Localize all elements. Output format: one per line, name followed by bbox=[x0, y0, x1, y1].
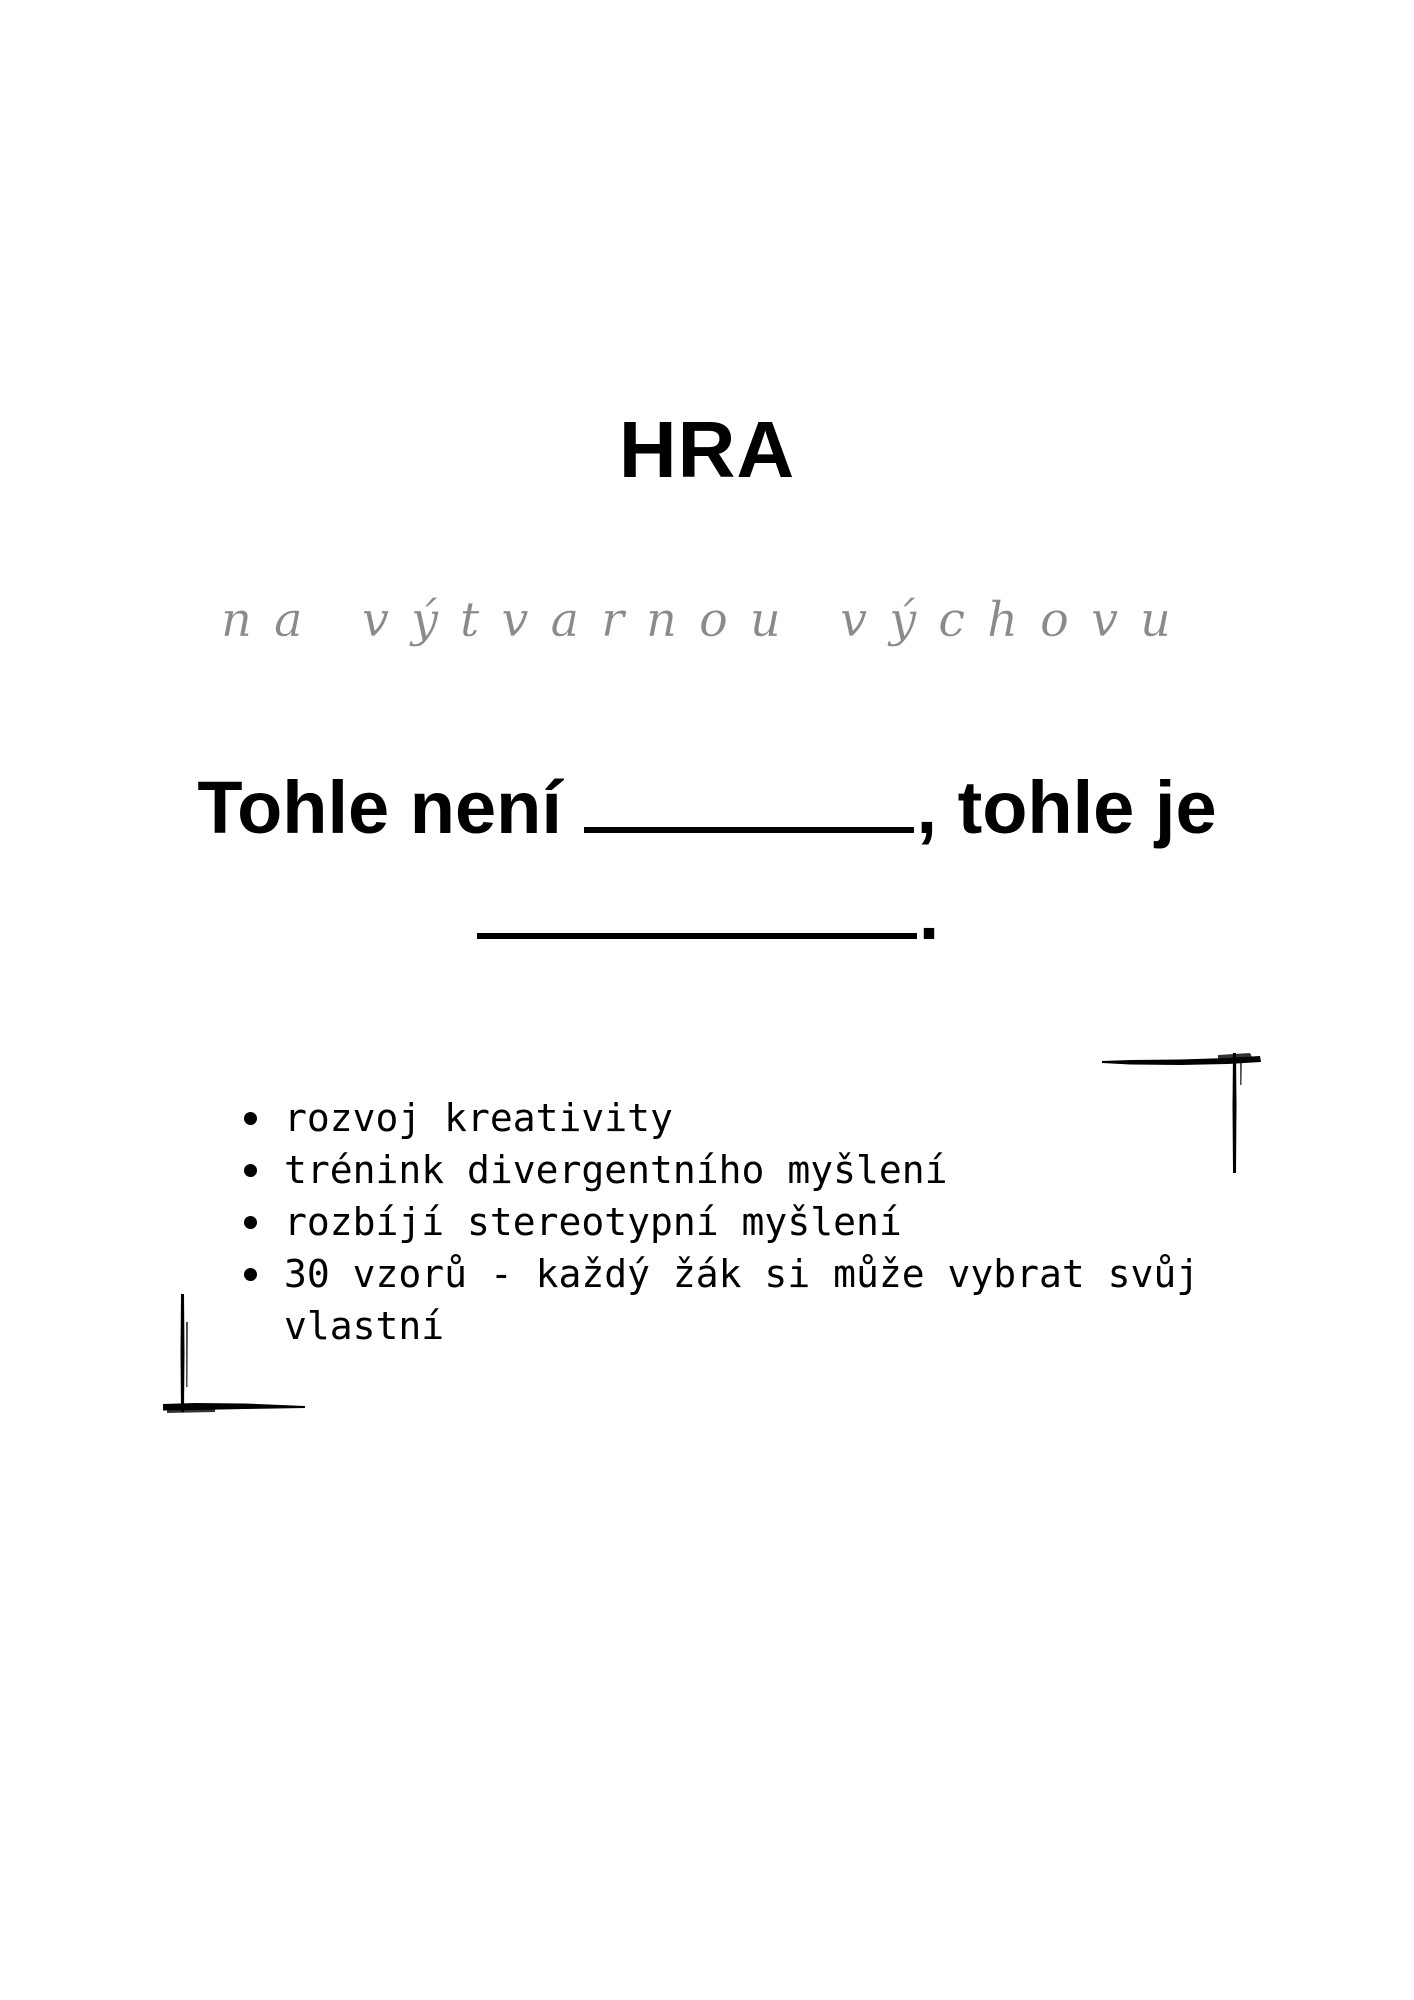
headline-blank-2 bbox=[477, 927, 917, 939]
feature-item bbox=[240, 1248, 1240, 1352]
headline bbox=[120, 755, 1294, 967]
bullet-icon bbox=[244, 1268, 257, 1281]
feature-item bbox=[240, 1092, 1240, 1144]
feature-list bbox=[240, 1092, 1240, 1352]
feature-text: trénink divergentního myšlení bbox=[284, 1148, 948, 1192]
headline-blank-1 bbox=[584, 821, 914, 833]
headline-part-1: Tohle není bbox=[197, 766, 583, 849]
feature-text: rozbíjí stereotypní myšlení bbox=[284, 1200, 902, 1244]
feature-item bbox=[240, 1144, 1240, 1196]
page-title: HRA bbox=[618, 405, 796, 494]
bullet-icon bbox=[244, 1112, 257, 1125]
headline-part-2: , tohle je bbox=[916, 766, 1217, 849]
feature-text: 30 vzorů - každý žák si může vybrat svůj vlastní bbox=[284, 1252, 1200, 1348]
bullet-icon bbox=[244, 1216, 257, 1229]
headline-part-3: . bbox=[918, 872, 940, 955]
feature-text: rozvoj kreativity bbox=[284, 1096, 673, 1140]
feature-item bbox=[240, 1196, 1240, 1248]
page-subtitle: na výtvarnou výchovu bbox=[221, 592, 1193, 648]
bullet-icon bbox=[244, 1164, 257, 1177]
